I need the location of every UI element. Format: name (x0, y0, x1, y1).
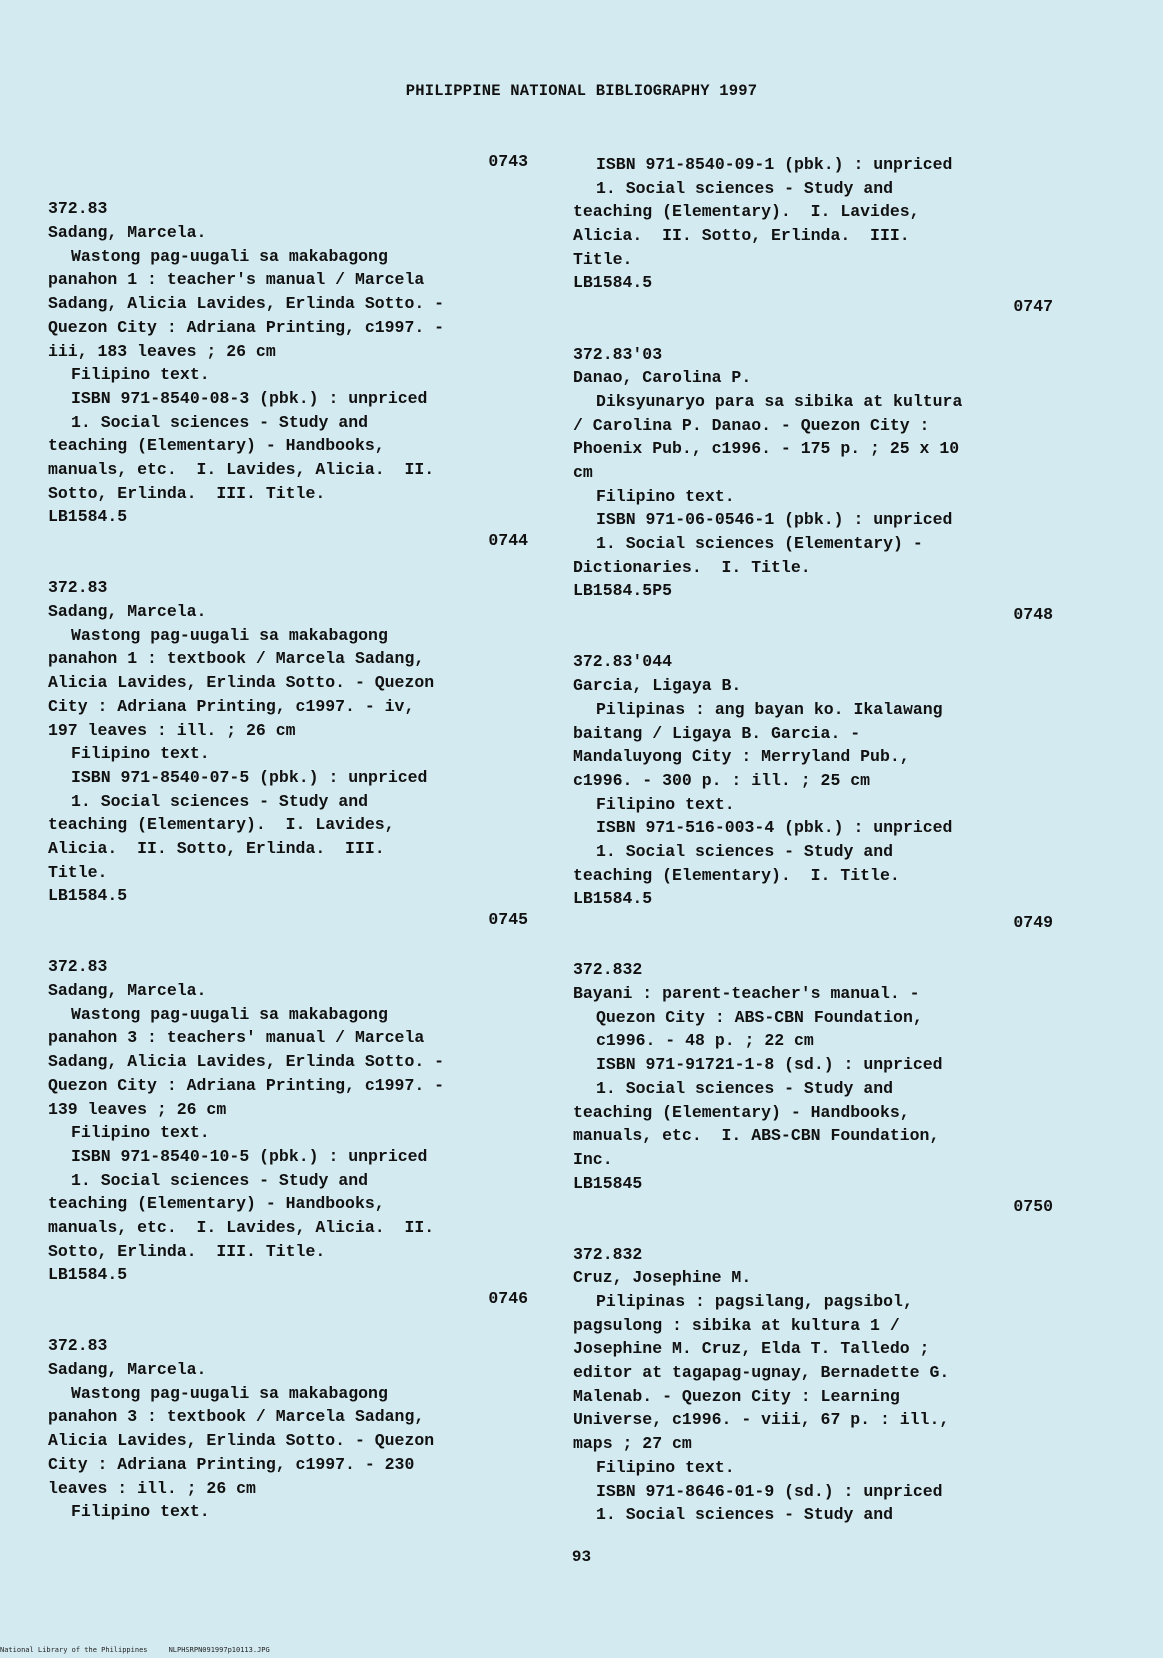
line-spacer (573, 935, 1053, 959)
entry-text-line: ISBN 971-8646-01-9 (sd.) : unpriced (596, 1481, 943, 1501)
entry-text-line: manuals, etc. I. Lavides, Alicia. II. (48, 1217, 435, 1237)
page-number: 93 (571, 1548, 592, 1566)
entry-text-line: City : Adriana Printing, c1997. - 230 (48, 1454, 415, 1474)
entry-text-line: / Carolina P. Danao. - Quezon City : (573, 415, 930, 435)
entry-text-line: panahon 1 : textbook / Marcela Sadang, (48, 649, 425, 669)
entry-text-line: LB1584.5 (573, 889, 653, 909)
entry-text-line: Sadang, Marcela. (48, 981, 207, 1001)
page-title: PHILIPPINE NATIONAL BIBLIOGRAPHY 1997 (405, 82, 758, 100)
line-spacer (573, 1219, 1053, 1243)
entry-text-line: Mandaluyong City : Merryland Pub., (573, 747, 910, 767)
entry-text-line: teaching (Elementary) - Handbooks, (48, 1194, 385, 1214)
entry-text-line: Quezon City : ABS-CBN Foundation, (596, 1007, 923, 1027)
entry-text-line: Filipino text. (596, 794, 735, 814)
entry-text-line: 372.83 (48, 578, 108, 598)
entry-text-line: Filipino text. (71, 744, 210, 764)
entry-text-line: ISBN 971-91721-1-8 (sd.) : unpriced (596, 1055, 943, 1075)
entry-text-line: ISBN 971-8540-09-1 (pbk.) : unpriced (596, 155, 953, 174)
entry-number: 0746 (488, 1289, 528, 1308)
entry-text-line: 372.832 (573, 960, 643, 980)
entry-text-line: Inc. (573, 1149, 613, 1169)
entry-text-line: 197 leaves : ill. ; 26 cm (48, 720, 296, 740)
entry-number: 0744 (488, 531, 528, 550)
entry-text-line: ISBN 971-06-0546-1 (pbk.) : unpriced (596, 510, 953, 530)
entry-text-line: manuals, etc. I. Lavides, Alicia. II. (48, 459, 435, 479)
entry-number: 0745 (488, 910, 528, 929)
entry-text-line: LB1584.5 (48, 1265, 128, 1285)
line-spacer (48, 174, 528, 198)
entry-text-line: Quezon City : Adriana Printing, c1997. - (48, 317, 445, 337)
entry-text-line: 139 leaves ; 26 cm (48, 1099, 227, 1119)
entry-text-line: manuals, etc. I. ABS-CBN Foundation, (573, 1126, 940, 1146)
entry-text-line: 1. Social sciences - Study and (71, 412, 369, 432)
entry-text-line: ISBN 971-8540-07-5 (pbk.) : unpriced (71, 767, 428, 787)
entry-text-line: 1. Social sciences - Study and (596, 178, 894, 198)
entry-text-line: Filipino text. (71, 365, 210, 385)
entry-text-line: panahon 3 : textbook / Marcela Sadang, (48, 1407, 425, 1427)
entry-text-line: ISBN 971-8540-10-5 (pbk.) : unpriced (71, 1146, 428, 1166)
line-spacer (573, 627, 1053, 651)
entry-text-line: Alicia. II. Sotto, Erlinda. III. (573, 226, 910, 246)
entry-text-line: teaching (Elementary). I. Title. (573, 865, 900, 885)
entry-text-line: Universe, c1996. - viii, 67 p. : ill., (573, 1410, 950, 1430)
entry-text-line: 1. Social sciences - Study and (596, 1505, 894, 1525)
entry-text-line: City : Adriana Printing, c1997. - iv, (48, 696, 415, 716)
entry-text-line: Sadang, Marcela. (48, 602, 207, 622)
entry-text-line: Diksyunaryo para sa sibika at kultura (596, 391, 963, 411)
entry-text-line: Title. (48, 862, 108, 882)
entry-text-line: Malenab. - Quezon City : Learning (573, 1386, 900, 1406)
entry-text-line: LB15845 (573, 1173, 643, 1193)
entry-text-line: teaching (Elementary) - Handbooks, (48, 436, 385, 456)
entry-text-line: teaching (Elementary). I. Lavides, (573, 202, 920, 222)
entry-text-line: LB1584.5 (573, 273, 653, 293)
entry-text-line: iii, 183 leaves ; 26 cm (48, 341, 276, 361)
entry-text-line: c1996. - 48 p. ; 22 cm (596, 1031, 814, 1051)
entry-text-line: Sadang, Marcela. (48, 1360, 207, 1380)
entry-text-line: Alicia Lavides, Erlinda Sotto. - Quezon (48, 673, 435, 693)
entry-text-line: teaching (Elementary) - Handbooks, (573, 1102, 910, 1122)
entry-text-line: c1996. - 300 p. : ill. ; 25 cm (573, 770, 871, 790)
entry-text-line: Danao, Carolina P. (573, 368, 752, 388)
entry-text-line: Quezon City : Adriana Printing, c1997. - (48, 1075, 445, 1095)
entry-text-line: Sadang, Alicia Lavides, Erlinda Sotto. - (48, 1052, 445, 1072)
entry-text-line: maps ; 27 cm (573, 1434, 692, 1454)
entry-text-line: 372.832 (573, 1244, 643, 1264)
entry-text-line: ISBN 971-516-003-4 (pbk.) : unpriced (596, 818, 953, 838)
entry-text-line: Wastong pag-uugali sa makabagong (71, 1383, 388, 1403)
entry-text-line: Sotto, Erlinda. III. Title. (48, 483, 326, 503)
entry-text-line: panahon 1 : teacher's manual / Marcela (48, 270, 425, 290)
entry-text-line: Bayani : parent-teacher's manual. - (573, 984, 920, 1004)
entry-text-line: Dictionaries. I. Title. (573, 557, 811, 577)
entry-text-line: 1. Social sciences - Study and (596, 841, 894, 861)
entry-text-line: cm (573, 462, 593, 482)
entry-text-line: Filipino text. (596, 486, 735, 506)
scan-footer: National Library of the Philippines NLPHSRPN091997p10113.JPG (0, 1646, 270, 1654)
entry-text-line: Cruz, Josephine M. (573, 1268, 752, 1288)
entry-text-line: Wastong pag-uugali sa makabagong (71, 1004, 388, 1024)
entry-number: 0750 (1013, 1197, 1053, 1217)
entry-text-line: Sadang, Marcela. (48, 223, 207, 243)
entry-text-line: Sotto, Erlinda. III. Title. (48, 1241, 326, 1261)
entry-text-line: LB1584.5P5 (573, 581, 673, 601)
entry-text-line: 1. Social sciences - Study and (71, 1170, 369, 1190)
entry-text-line: Wastong pag-uugali sa makabagong (71, 625, 388, 645)
entry-text-line: 372.83'03 (573, 344, 663, 364)
entry-text-line: leaves : ill. ; 26 cm (48, 1478, 256, 1498)
entry-text-line: baitang / Ligaya B. Garcia. - (573, 723, 861, 743)
entry-text-line: 1. Social sciences - Study and (71, 791, 369, 811)
entry-number: 0748 (1013, 605, 1053, 625)
entry-text-line: 1. Social sciences - Study and (596, 1078, 894, 1098)
entry-text-line: Title. (573, 249, 633, 269)
entry-text-line: 372.83 (48, 1336, 108, 1356)
entry-text-line: 1. Social sciences (Elementary) - (596, 534, 923, 553)
entry-text-line: 372.83'044 (573, 652, 673, 672)
entry-text-line: 372.83 (48, 199, 108, 219)
line-spacer (48, 553, 528, 577)
entry-text-line: pagsulong : sibika at kultura 1 / (573, 1315, 900, 1335)
entry-text-line: Josephine M. Cruz, Elda T. Talledo ; (573, 1339, 930, 1359)
entry-text-line: editor at tagapag-ugnay, Bernadette G. (573, 1363, 950, 1383)
entry-text-line: LB1584.5 (48, 507, 128, 527)
entry-number: 0743 (488, 152, 528, 171)
entry-text-line: Pilipinas : ang bayan ko. Ikalawang (596, 699, 943, 719)
entry-text-line: Filipino text. (71, 1123, 210, 1143)
entry-text-line: panahon 3 : teachers' manual / Marcela (48, 1028, 425, 1048)
entry-text-line: Sadang, Alicia Lavides, Erlinda Sotto. - (48, 294, 445, 314)
line-spacer (48, 932, 528, 956)
entry-text-line: Wastong pag-uugali sa makabagong (71, 246, 388, 266)
line-spacer (48, 1311, 528, 1335)
entry-text-line: Pilipinas : pagsilang, pagsibol, (596, 1292, 913, 1311)
right-column (573, 153, 1053, 1527)
entry-text-line: 372.83 (48, 957, 108, 977)
line-spacer (573, 319, 1053, 343)
entry-number: 0749 (1013, 913, 1053, 932)
left-column (48, 150, 528, 1524)
entry-text-line: Alicia Lavides, Erlinda Sotto. - Quezon (48, 1431, 435, 1451)
entry-text-line: ISBN 971-8540-08-3 (pbk.) : unpriced (71, 388, 428, 408)
entry-text-line: teaching (Elementary). I. Lavides, (48, 815, 395, 835)
entry-text-line: LB1584.5 (48, 886, 128, 906)
entry-text-line: Phoenix Pub., c1996. - 175 p. ; 25 x 10 (573, 439, 960, 459)
entry-text-line: Filipino text. (71, 1502, 210, 1522)
entry-text-line: Garcia, Ligaya B. (573, 676, 742, 696)
entry-text-line: Filipino text. (596, 1457, 735, 1477)
entry-text-line: Alicia. II. Sotto, Erlinda. III. (48, 838, 385, 858)
entry-number: 0747 (1013, 297, 1053, 317)
